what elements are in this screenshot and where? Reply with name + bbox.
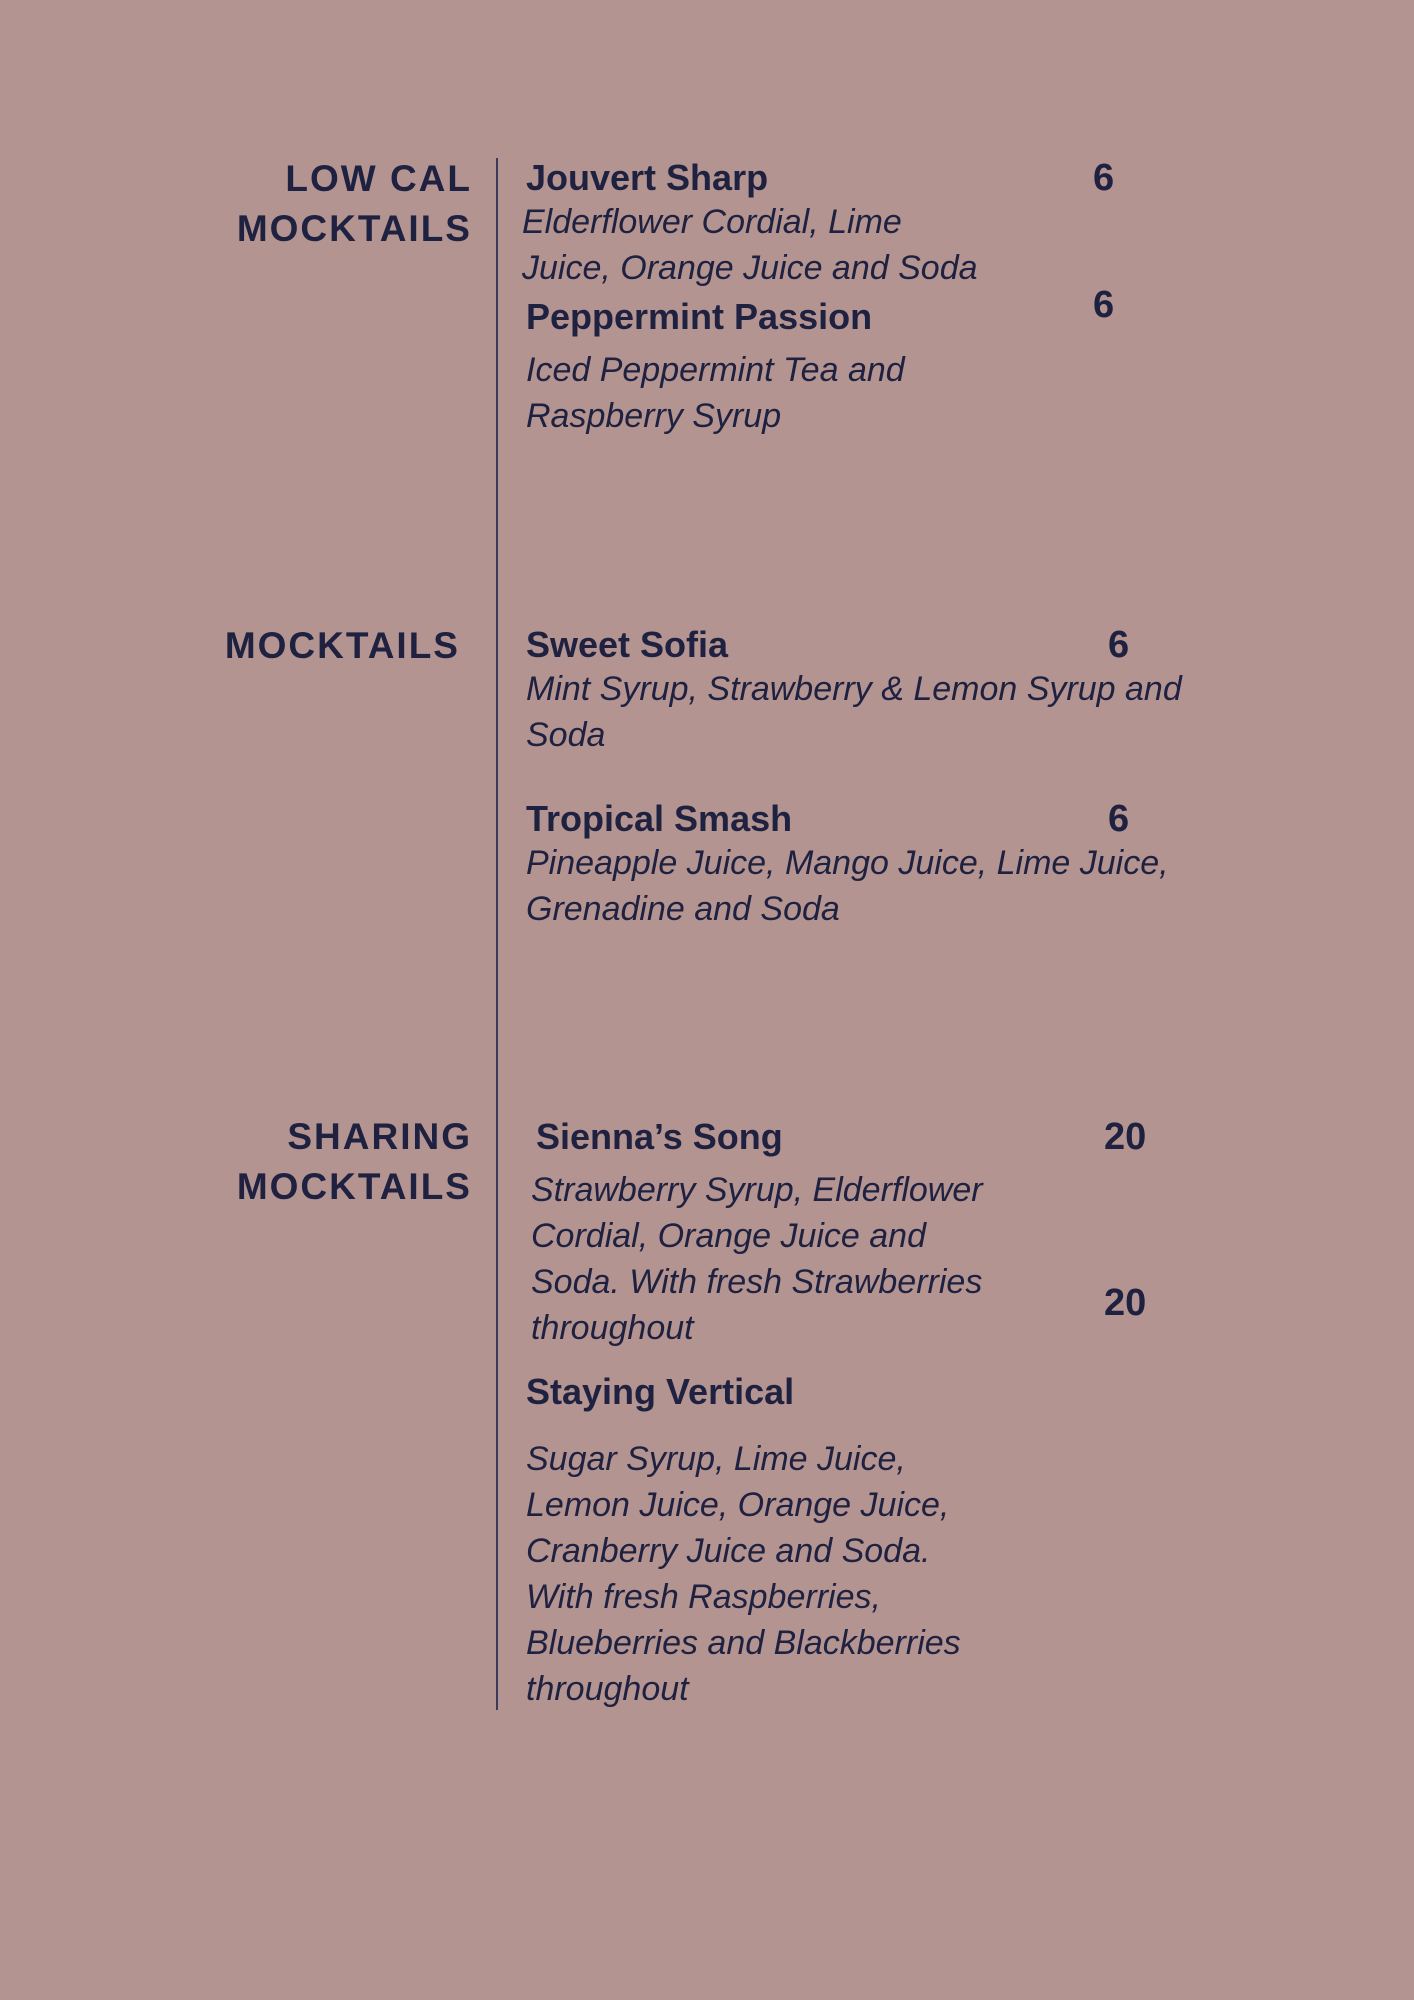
item-desc-jouvert-sharp: Elderflower Cordial, Lime Juice, Orange Juice and Soda [522,203,978,287]
item-price-tropical-smash: 6 [1108,798,1130,840]
item-price-siennas-song: 20 [1104,1116,1147,1158]
vertical-divider [496,158,498,1710]
item-name-sweet-sofia: Sweet Sofia [526,624,729,665]
item-name-staying-vertical: Staying Vertical [526,1371,795,1412]
item-price-jouvert-sharp: 6 [1093,157,1115,199]
item-price-peppermint-passion: 6 [1093,284,1115,326]
item-desc-peppermint-passion: Iced Peppermint Tea and Raspberry Syrup [526,351,905,435]
item-name-tropical-smash: Tropical Smash [526,798,793,839]
item-name-peppermint-passion: Peppermint Passion [526,296,873,337]
item-price-staying-vertical: 20 [1104,1282,1147,1324]
item-name-siennas-song: Sienna’s Song [536,1116,783,1157]
item-desc-staying-vertical: Sugar Syrup, Lime Juice, Lemon Juice, Orange Juice, Cranberry Juice and Soda. With fresh Raspberries, Blueberries and Blackberries throughout [526,1440,961,1708]
item-desc-sweet-sofia: Mint Syrup, Strawberry & Lemon Syrup and Soda [526,670,1182,754]
section-title-mocktails: MOCKTAILS [224,625,460,666]
section-title-sharing-mocktails: SHARING MOCKTAILS [236,1116,472,1207]
item-name-jouvert-sharp: Jouvert Sharp [526,157,769,198]
item-price-sweet-sofia: 6 [1108,624,1130,666]
item-desc-tropical-smash: Pineapple Juice, Mango Juice, Lime Juice, Grenadine and Soda [526,844,1169,928]
item-desc-siennas-song: Strawberry Syrup, Elderflower Cordial, Orange Juice and Soda. With fresh Strawberries throughout [531,1171,983,1347]
section-title-low-cal-mocktails: LOW CAL MOCKTAILS [236,158,472,249]
